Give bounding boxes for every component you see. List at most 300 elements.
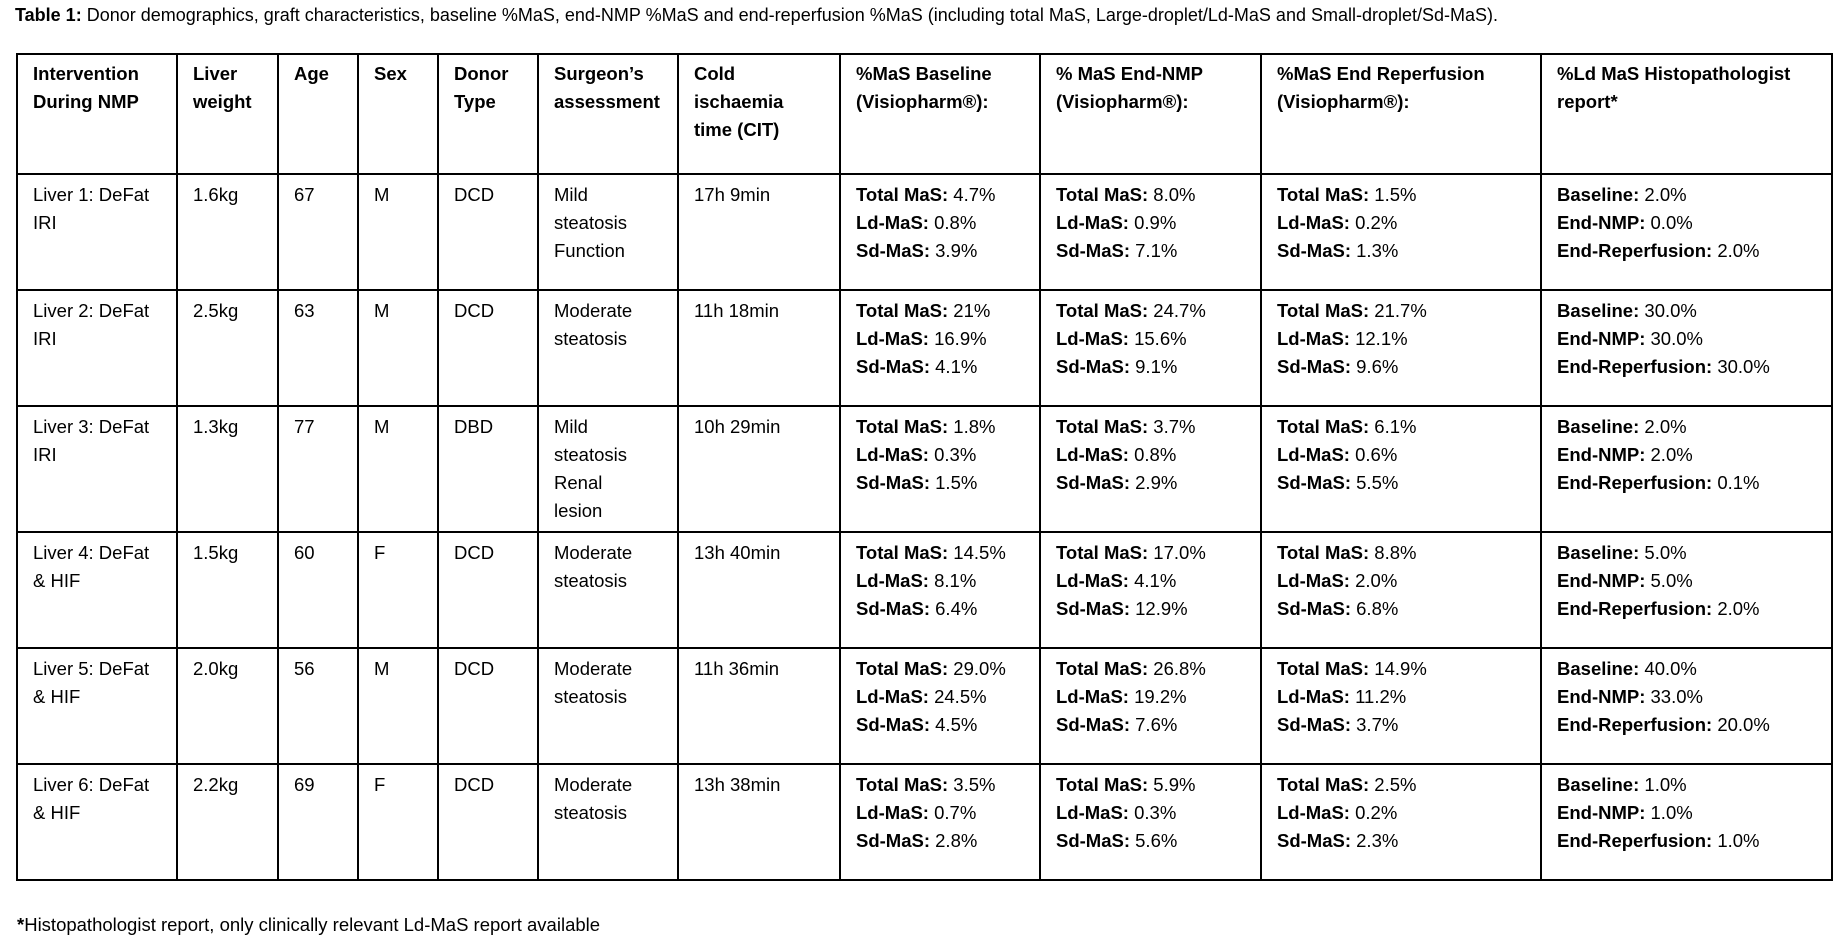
entry-value: 17.0%: [1148, 542, 1206, 563]
intervention-cell-line: IRI: [33, 212, 57, 233]
entry-value: 3.9%: [930, 240, 978, 261]
entry-label: End-NMP:: [1557, 686, 1646, 707]
entry-value: 16.9%: [928, 328, 987, 349]
entry-value: 40.0%: [1639, 658, 1697, 679]
mas-end-reperfusion-cell-entry: [1277, 441, 1525, 469]
header-line: Intervention: [33, 63, 139, 84]
caption-lead: Table 1:: [15, 5, 82, 25]
ld-mas-histopathologist-cell-entry: [1557, 469, 1816, 497]
surgeon-assessment-cell-line: Mild: [554, 184, 588, 205]
cold-ischaemia-time-cell: 17h 9min: [678, 174, 840, 290]
entry-label: Ld-MaS:: [856, 802, 929, 823]
entry-value: 0.1%: [1712, 472, 1760, 493]
header-cold-ischaemia-time: [678, 54, 840, 174]
entry-label: Ld-MaS:: [856, 328, 929, 349]
entry-value: 5.0%: [1639, 542, 1687, 563]
surgeon-assessment-cell-line: Moderate: [554, 542, 633, 563]
mas-end-nmp-cell: [1040, 290, 1261, 406]
cold-ischaemia-time-cell: 11h 18min: [678, 290, 840, 406]
header-line: Type: [454, 91, 496, 112]
header-line: %Ld MaS Histopathologist: [1557, 63, 1791, 84]
entry-value: 12.1%: [1349, 328, 1408, 349]
mas-end-reperfusion-cell-entry: [1277, 209, 1525, 237]
entry-value: 1.0%: [1645, 802, 1693, 823]
ld-mas-histopathologist-cell-entry: [1557, 181, 1816, 209]
entry-value: 6.1%: [1369, 416, 1417, 437]
donor-type-cell: DCD: [438, 648, 538, 764]
entry-value: 8.8%: [1369, 542, 1417, 563]
ld-mas-histopathologist-cell-entry: [1557, 655, 1816, 683]
cold-ischaemia-time-cell: 10h 29min: [678, 406, 840, 532]
mas-end-nmp-cell-entry: [1056, 539, 1245, 567]
mas-end-reperfusion-cell-entry: [1277, 469, 1525, 497]
mas-end-nmp-cell-entry: [1056, 209, 1245, 237]
entry-value: 26.8%: [1148, 658, 1206, 679]
entry-label: Sd-MaS:: [1277, 472, 1351, 493]
intervention-cell-line: Liver 2: DeFat: [33, 300, 150, 321]
cold-ischaemia-time-cell: 13h 38min: [678, 764, 840, 880]
mas-baseline-cell-entry: [856, 567, 1024, 595]
entry-value: 0.7%: [928, 802, 977, 823]
entry-label: Total MaS:: [1277, 184, 1370, 205]
cold-ischaemia-time-cell: 11h 36min: [678, 648, 840, 764]
sex-cell: M: [358, 406, 438, 532]
entry-label: Sd-MaS:: [1056, 598, 1130, 619]
donor-type-cell: DBD: [438, 406, 538, 532]
intervention-cell: [17, 764, 177, 880]
surgeon-assessment-cell-line: steatosis: [554, 328, 628, 349]
mas-baseline-cell: [840, 532, 1040, 648]
entry-label: Ld-MaS:: [1056, 328, 1129, 349]
mas-end-nmp-cell: [1040, 648, 1261, 764]
header-line: Age: [294, 63, 329, 84]
mas-end-nmp-cell-entry: [1056, 441, 1245, 469]
mas-end-nmp-cell: [1040, 174, 1261, 290]
entry-value: 33.0%: [1645, 686, 1703, 707]
entry-value: 2.0%: [1639, 416, 1687, 437]
mas-baseline-cell-entry: [856, 209, 1024, 237]
entry-value: 3.7%: [1148, 416, 1196, 437]
entry-label: Total MaS:: [1277, 658, 1370, 679]
header-line: Surgeon’s: [554, 63, 644, 84]
surgeon-assessment-cell: [538, 174, 678, 290]
entry-value: 0.9%: [1128, 212, 1177, 233]
mas-baseline-cell-entry: [856, 683, 1024, 711]
ld-mas-histopathologist-cell: [1541, 406, 1832, 532]
ld-mas-histopathologist-cell-entry: [1557, 441, 1816, 469]
entry-label: Total MaS:: [1277, 416, 1370, 437]
entry-value: 1.0%: [1639, 774, 1687, 795]
ld-mas-histopathologist-cell-entry: [1557, 799, 1816, 827]
intervention-cell: [17, 290, 177, 406]
mas-baseline-cell-entry: [856, 325, 1024, 353]
mas-end-reperfusion-cell: [1261, 648, 1541, 764]
mas-end-nmp-cell: [1040, 532, 1261, 648]
entry-label: Ld-MaS:: [856, 212, 929, 233]
entry-label: Baseline:: [1557, 658, 1640, 679]
surgeon-assessment-cell: [538, 290, 678, 406]
table-caption: [15, 4, 1498, 26]
mas-end-nmp-cell-entry: [1056, 595, 1245, 623]
table-body: [17, 174, 1832, 880]
mas-end-reperfusion-cell-entry: [1277, 683, 1525, 711]
surgeon-assessment-cell: [538, 648, 678, 764]
surgeon-assessment-cell-line: Mild: [554, 416, 588, 437]
surgeon-assessment-cell-line: lesion: [554, 500, 603, 521]
entry-label: End-Reperfusion:: [1557, 830, 1713, 851]
entry-label: End-NMP:: [1557, 444, 1646, 465]
liver-weight-cell: 2.0kg: [177, 648, 278, 764]
sex-cell: M: [358, 290, 438, 406]
entry-label: Sd-MaS:: [1277, 240, 1351, 261]
entry-value: 9.1%: [1130, 356, 1178, 377]
entry-label: Ld-MaS:: [1277, 444, 1350, 465]
ld-mas-histopathologist-cell-entry: [1557, 827, 1816, 855]
ld-mas-histopathologist-cell-entry: [1557, 353, 1816, 381]
header-line: % MaS End-NMP: [1056, 63, 1203, 84]
mas-baseline-cell-entry: [856, 297, 1024, 325]
table-row: [17, 532, 1832, 648]
ld-mas-histopathologist-cell: [1541, 290, 1832, 406]
sex-cell: F: [358, 532, 438, 648]
entry-label: Baseline:: [1557, 184, 1640, 205]
entry-label: Sd-MaS:: [1056, 472, 1130, 493]
donor-type-cell: DCD: [438, 532, 538, 648]
intervention-cell: [17, 532, 177, 648]
footnote: [17, 913, 600, 937]
mas-baseline-cell: [840, 174, 1040, 290]
ld-mas-histopathologist-cell-entry: [1557, 325, 1816, 353]
mas-end-nmp-cell-entry: [1056, 711, 1245, 739]
ld-mas-histopathologist-cell-entry: [1557, 595, 1816, 623]
entry-label: End-Reperfusion:: [1557, 598, 1713, 619]
mas-end-nmp-cell-entry: [1056, 181, 1245, 209]
header-intervention: [17, 54, 177, 174]
surgeon-assessment-cell-line: steatosis: [554, 212, 628, 233]
mas-end-nmp-cell-entry: [1056, 325, 1245, 353]
header-mas-end-reperfusion: [1261, 54, 1541, 174]
ld-mas-histopathologist-cell-entry: [1557, 297, 1816, 325]
mas-end-reperfusion-cell-entry: [1277, 655, 1525, 683]
header-mas-baseline: [840, 54, 1040, 174]
entry-label: Ld-MaS:: [856, 444, 929, 465]
surgeon-assessment-cell-line: Moderate: [554, 658, 633, 679]
entry-label: End-Reperfusion:: [1557, 356, 1713, 377]
surgeon-assessment-cell-line: Renal: [554, 472, 603, 493]
entry-label: Sd-MaS:: [1056, 714, 1130, 735]
intervention-cell-line: & HIF: [33, 570, 81, 591]
entry-value: 4.1%: [1128, 570, 1177, 591]
ld-mas-histopathologist-cell: [1541, 532, 1832, 648]
sex-cell: M: [358, 648, 438, 764]
entry-label: Ld-MaS:: [1277, 802, 1350, 823]
entry-value: 1.0%: [1712, 830, 1760, 851]
age-cell: 60: [278, 532, 358, 648]
entry-value: 2.0%: [1639, 184, 1687, 205]
header-age: [278, 54, 358, 174]
entry-label: Total MaS:: [1056, 542, 1149, 563]
mas-end-reperfusion-cell-entry: [1277, 771, 1525, 799]
entry-label: Total MaS:: [1277, 542, 1370, 563]
mas-baseline-cell-entry: [856, 469, 1024, 497]
mas-end-reperfusion-cell-entry: [1277, 237, 1525, 265]
table-row: [17, 648, 1832, 764]
entry-value: 29.0%: [948, 658, 1006, 679]
surgeon-assessment-cell: [538, 406, 678, 532]
entry-value: 6.4%: [930, 598, 978, 619]
mas-end-reperfusion-cell: [1261, 290, 1541, 406]
header-mas-end-nmp: [1040, 54, 1261, 174]
mas-end-reperfusion-cell-entry: [1277, 799, 1525, 827]
header-line: Sex: [374, 63, 407, 84]
entry-label: Total MaS:: [856, 774, 949, 795]
header-line: %MaS End Reperfusion: [1277, 63, 1485, 84]
mas-end-reperfusion-cell-entry: [1277, 539, 1525, 567]
table-row: [17, 406, 1832, 532]
age-cell: 77: [278, 406, 358, 532]
entry-value: 30.0%: [1712, 356, 1770, 377]
mas-end-nmp-cell-entry: [1056, 683, 1245, 711]
cold-ischaemia-time-cell: 13h 40min: [678, 532, 840, 648]
entry-value: 8.0%: [1148, 184, 1196, 205]
mas-end-nmp-cell-entry: [1056, 655, 1245, 683]
ld-mas-histopathologist-cell-entry: [1557, 539, 1816, 567]
entry-value: 3.5%: [948, 774, 996, 795]
entry-label: Ld-MaS:: [1277, 212, 1350, 233]
mas-end-nmp-cell: [1040, 406, 1261, 532]
entry-value: 8.1%: [928, 570, 977, 591]
intervention-cell-line: Liver 6: DeFat: [33, 774, 150, 795]
entry-label: End-NMP:: [1557, 802, 1646, 823]
entry-label: Sd-MaS:: [856, 240, 930, 261]
entry-value: 2.0%: [1712, 240, 1760, 261]
entry-value: 2.9%: [1130, 472, 1178, 493]
donor-demographics-table: [16, 53, 1833, 881]
mas-end-reperfusion-cell-entry: [1277, 595, 1525, 623]
header-liver-weight: [177, 54, 278, 174]
header-line: %MaS Baseline: [856, 63, 992, 84]
entry-label: Sd-MaS:: [1056, 830, 1130, 851]
mas-baseline-cell: [840, 764, 1040, 880]
age-cell: 67: [278, 174, 358, 290]
entry-value: 4.7%: [948, 184, 996, 205]
entry-label: End-NMP:: [1557, 212, 1646, 233]
ld-mas-histopathologist-cell: [1541, 764, 1832, 880]
entry-value: 14.9%: [1369, 658, 1427, 679]
entry-value: 5.0%: [1645, 570, 1693, 591]
mas-baseline-cell-entry: [856, 441, 1024, 469]
header-line: weight: [193, 91, 252, 112]
entry-value: 7.6%: [1130, 714, 1178, 735]
mas-end-reperfusion-cell-entry: [1277, 711, 1525, 739]
header-line: Liver: [193, 63, 238, 84]
liver-weight-cell: 2.5kg: [177, 290, 278, 406]
entry-value: 2.0%: [1349, 570, 1398, 591]
donor-type-cell: DCD: [438, 174, 538, 290]
entry-label: Sd-MaS:: [1056, 240, 1130, 261]
entry-value: 30.0%: [1639, 300, 1697, 321]
entry-label: End-Reperfusion:: [1557, 240, 1713, 261]
entry-value: 6.8%: [1351, 598, 1399, 619]
table-row: [17, 174, 1832, 290]
mas-baseline-cell: [840, 648, 1040, 764]
entry-value: 0.3%: [1128, 802, 1177, 823]
intervention-cell: [17, 648, 177, 764]
entry-value: 2.3%: [1351, 830, 1399, 851]
entry-value: 2.0%: [1645, 444, 1693, 465]
entry-label: Total MaS:: [856, 416, 949, 437]
entry-value: 4.5%: [930, 714, 978, 735]
header-line: (Visiopharm®):: [1056, 91, 1189, 112]
surgeon-assessment-cell-line: steatosis: [554, 444, 628, 465]
entry-value: 15.6%: [1128, 328, 1187, 349]
mas-end-reperfusion-cell: [1261, 406, 1541, 532]
entry-label: Sd-MaS:: [1277, 830, 1351, 851]
liver-weight-cell: 2.2kg: [177, 764, 278, 880]
surgeon-assessment-cell-line: Moderate: [554, 774, 633, 795]
mas-end-reperfusion-cell-entry: [1277, 325, 1525, 353]
entry-value: 30.0%: [1645, 328, 1703, 349]
age-cell: 56: [278, 648, 358, 764]
mas-baseline-cell: [840, 406, 1040, 532]
mas-end-nmp-cell-entry: [1056, 353, 1245, 381]
surgeon-assessment-cell: [538, 764, 678, 880]
entry-value: 11.2%: [1349, 686, 1407, 707]
entry-label: End-Reperfusion:: [1557, 714, 1713, 735]
entry-label: Sd-MaS:: [856, 598, 930, 619]
header-line: (Visiopharm®):: [856, 91, 989, 112]
entry-label: Total MaS:: [1056, 658, 1149, 679]
entry-label: Ld-MaS:: [856, 570, 929, 591]
header-line: Donor: [454, 63, 509, 84]
mas-end-nmp-cell-entry: [1056, 567, 1245, 595]
mas-end-reperfusion-cell-entry: [1277, 567, 1525, 595]
surgeon-assessment-cell-line: steatosis: [554, 686, 628, 707]
entry-value: 3.7%: [1351, 714, 1399, 735]
mas-end-reperfusion-cell: [1261, 532, 1541, 648]
ld-mas-histopathologist-cell-entry: [1557, 209, 1816, 237]
entry-value: 21%: [948, 300, 991, 321]
mas-end-reperfusion-cell-entry: [1277, 413, 1525, 441]
entry-value: 5.9%: [1148, 774, 1196, 795]
header-donor-type: [438, 54, 538, 174]
entry-value: 0.3%: [928, 444, 977, 465]
header-sex: [358, 54, 438, 174]
entry-label: Total MaS:: [856, 300, 949, 321]
entry-value: 24.7%: [1148, 300, 1206, 321]
liver-weight-cell: 1.5kg: [177, 532, 278, 648]
entry-label: Ld-MaS:: [1277, 686, 1350, 707]
liver-weight-cell: 1.6kg: [177, 174, 278, 290]
entry-label: End-Reperfusion:: [1557, 472, 1713, 493]
entry-value: 5.5%: [1351, 472, 1399, 493]
intervention-cell-line: & HIF: [33, 686, 81, 707]
mas-end-nmp-cell: [1040, 764, 1261, 880]
entry-label: Baseline:: [1557, 300, 1640, 321]
liver-weight-cell: 1.3kg: [177, 406, 278, 532]
entry-value: 2.5%: [1369, 774, 1417, 795]
intervention-cell-line: Liver 4: DeFat: [33, 542, 150, 563]
entry-value: 7.1%: [1130, 240, 1178, 261]
mas-baseline-cell-entry: [856, 413, 1024, 441]
entry-label: Sd-MaS:: [1277, 598, 1351, 619]
surgeon-assessment-cell: [538, 532, 678, 648]
entry-label: Sd-MaS:: [1277, 714, 1351, 735]
caption-text: Donor demographics, graft characteristics, baseline %MaS, end-NMP %MaS and end-reperfusion %MaS (including total MaS, Large-droplet/Ld-MaS and Small-droplet/Sd-MaS).: [81, 5, 1499, 25]
mas-baseline-cell-entry: [856, 237, 1024, 265]
entry-label: Sd-MaS:: [856, 356, 930, 377]
ld-mas-histopathologist-cell-entry: [1557, 237, 1816, 265]
ld-mas-histopathologist-cell-entry: [1557, 771, 1816, 799]
mas-baseline-cell-entry: [856, 711, 1024, 739]
entry-value: 0.6%: [1349, 444, 1398, 465]
entry-value: 0.8%: [1128, 444, 1177, 465]
header-line: During NMP: [33, 91, 139, 112]
entry-label: Sd-MaS:: [1277, 356, 1351, 377]
surgeon-assessment-cell-line: Moderate: [554, 300, 633, 321]
mas-end-nmp-cell-entry: [1056, 799, 1245, 827]
entry-label: Sd-MaS:: [1056, 356, 1130, 377]
entry-label: Baseline:: [1557, 774, 1640, 795]
ld-mas-histopathologist-cell: [1541, 174, 1832, 290]
entry-label: End-NMP:: [1557, 570, 1646, 591]
ld-mas-histopathologist-cell-entry: [1557, 683, 1816, 711]
footnote-mark: *: [17, 914, 25, 935]
entry-label: Ld-MaS:: [1277, 328, 1350, 349]
entry-label: Ld-MaS:: [1056, 444, 1129, 465]
mas-end-reperfusion-cell-entry: [1277, 181, 1525, 209]
entry-value: 1.5%: [930, 472, 978, 493]
donor-type-cell: DCD: [438, 764, 538, 880]
mas-baseline-cell-entry: [856, 539, 1024, 567]
mas-end-nmp-cell-entry: [1056, 469, 1245, 497]
mas-end-nmp-cell-entry: [1056, 413, 1245, 441]
entry-value: 24.5%: [928, 686, 987, 707]
mas-baseline-cell-entry: [856, 799, 1024, 827]
header-ld-mas-histopathologist: [1541, 54, 1832, 174]
header-line: assessment: [554, 91, 660, 112]
mas-baseline-cell-entry: [856, 353, 1024, 381]
mas-end-nmp-cell-entry: [1056, 297, 1245, 325]
entry-label: Total MaS:: [1056, 184, 1149, 205]
surgeon-assessment-cell-line: steatosis: [554, 802, 628, 823]
entry-value: 20.0%: [1712, 714, 1770, 735]
header-line: (Visiopharm®):: [1277, 91, 1410, 112]
entry-label: Ld-MaS:: [856, 686, 929, 707]
entry-value: 14.5%: [948, 542, 1006, 563]
intervention-cell: [17, 406, 177, 532]
surgeon-assessment-cell-line: steatosis: [554, 570, 628, 591]
mas-baseline-cell: [840, 290, 1040, 406]
header-line: time (CIT): [694, 119, 780, 140]
entry-label: Ld-MaS:: [1277, 570, 1350, 591]
ld-mas-histopathologist-cell-entry: [1557, 711, 1816, 739]
entry-value: 0.0%: [1645, 212, 1693, 233]
entry-label: Total MaS:: [1056, 774, 1149, 795]
intervention-cell-line: Liver 5: DeFat: [33, 658, 150, 679]
entry-label: Total MaS:: [1056, 300, 1149, 321]
footnote-text: Histopathologist report, only clinically relevant Ld-MaS report available: [24, 914, 601, 935]
entry-value: 4.1%: [930, 356, 978, 377]
entry-label: Total MaS:: [856, 658, 949, 679]
entry-value: 12.9%: [1130, 598, 1188, 619]
header-row: [17, 54, 1832, 174]
entry-label: Baseline:: [1557, 542, 1640, 563]
mas-end-nmp-cell-entry: [1056, 771, 1245, 799]
mas-baseline-cell-entry: [856, 595, 1024, 623]
entry-label: Total MaS:: [1277, 300, 1370, 321]
age-cell: 63: [278, 290, 358, 406]
